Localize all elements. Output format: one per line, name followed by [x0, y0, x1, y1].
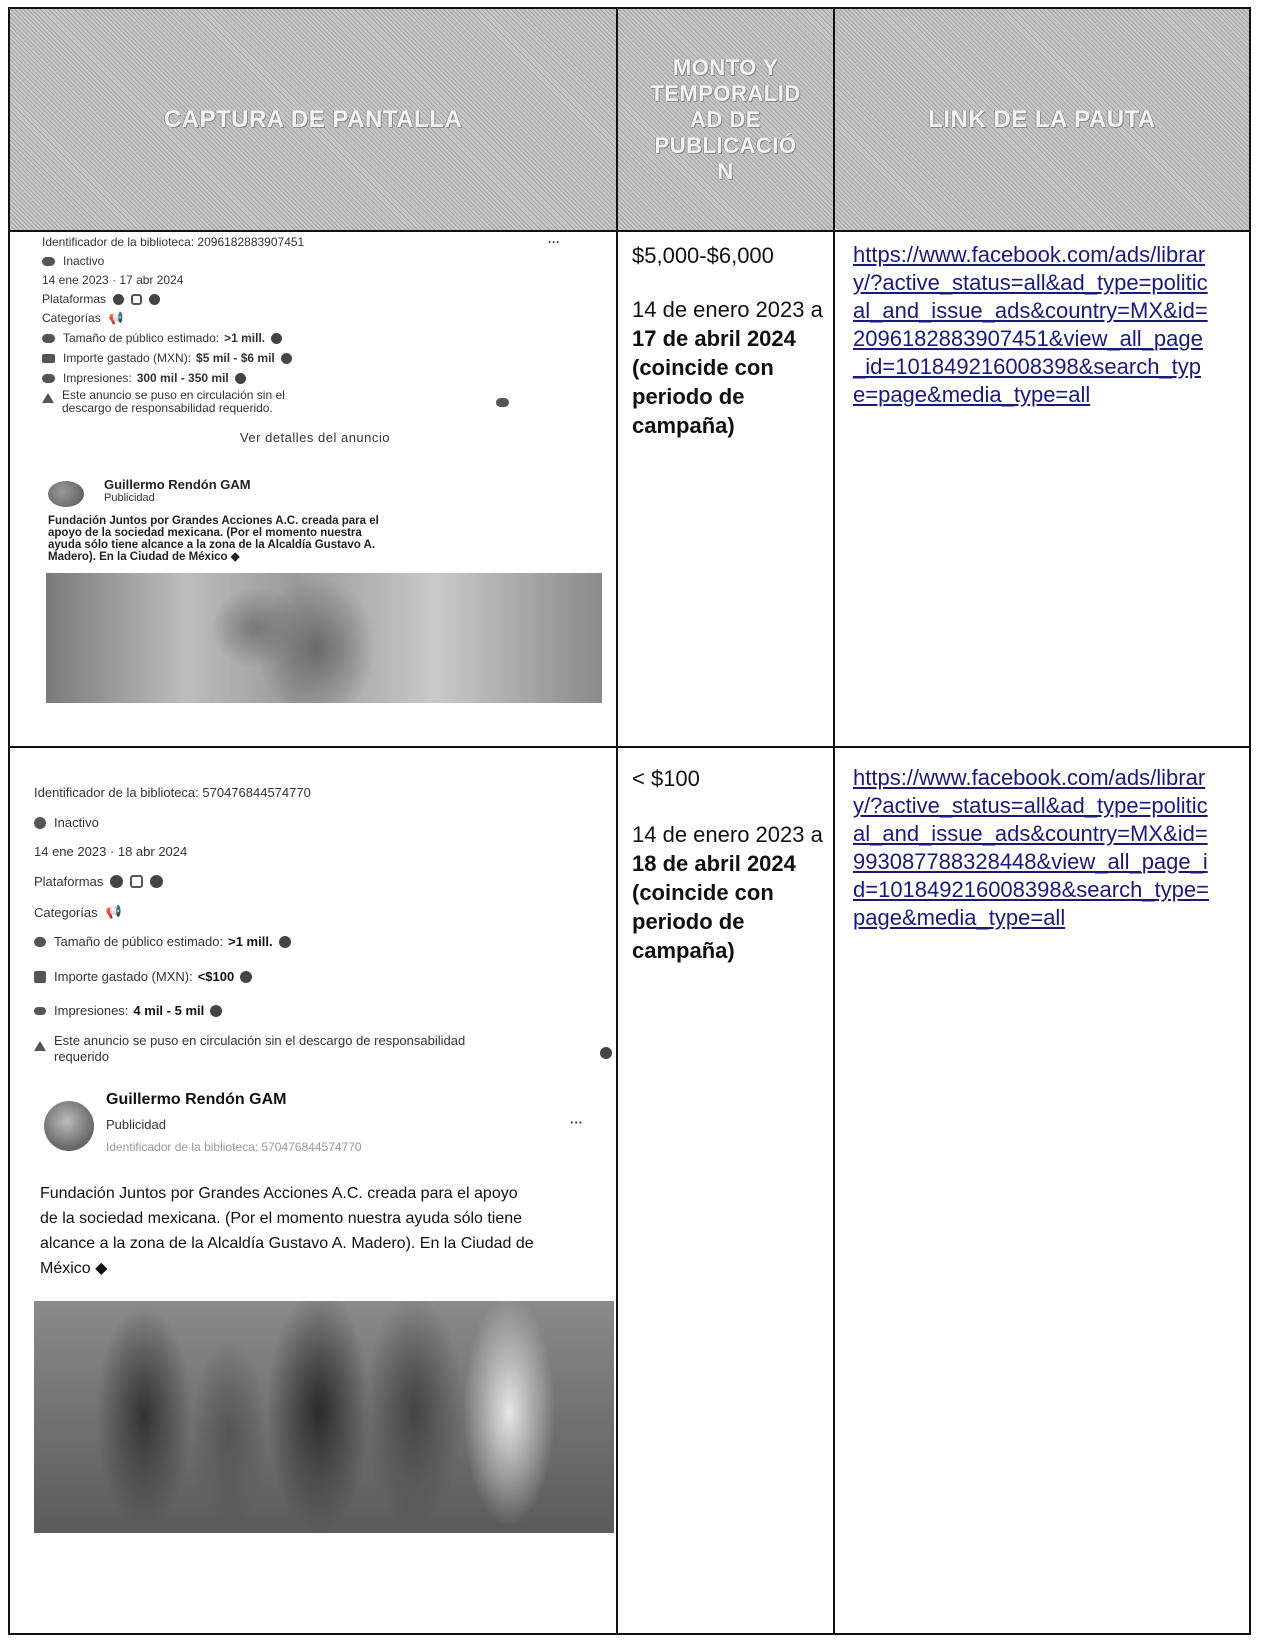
ad-body-line: alcance a la zona de la Alcaldía Gustavo A. Madero). En la Ciudad de: [40, 1235, 534, 1252]
ad-body-line: apoyo de la sociedad mexicana. (Por el momento nuestra: [48, 527, 362, 539]
platforms-label: Plataformas: [42, 292, 107, 306]
sponsored-label: Publicidad: [106, 1117, 166, 1132]
info-icon[interactable]: [281, 353, 292, 364]
status-text: Inactivo: [63, 254, 105, 268]
link-text[interactable]: https://www.facebook.com/ads/library/?active_status=all&ad_type=political_and_issue_ads&country=MX&id=2096182883907451&view_all_page_id=101849216008398&search_type=page&media_type=all: [853, 242, 1208, 407]
ad-body-line: de la sociedad mexicana. (Por el momento nuestra ayuda sólo tiene: [40, 1210, 523, 1227]
ad-body-line: Madero). En la Ciudad de México ◆: [48, 551, 240, 563]
date-range: 14 ene 2023 · 17 abr 2024: [42, 273, 184, 287]
amount-cell-1: [632, 241, 827, 440]
impressions-value: 4 mil - 5 mil: [133, 1003, 205, 1018]
header-link: [835, 9, 1249, 230]
disclaimer-line: Este anuncio se puso en circulación sin el: [62, 388, 285, 402]
inactive-status-icon: [34, 817, 46, 829]
header-amount-line: PUBLICACIÓ: [654, 132, 797, 158]
impressions-value: 300 mil - 350 mil: [136, 371, 229, 385]
library-id: Identificador de la biblioteca: 2096182883907451: [42, 235, 305, 249]
messenger-icon: [150, 875, 163, 888]
messenger-icon: [149, 294, 160, 305]
spent-value: <$100: [197, 969, 235, 984]
spent-value: $5 mil - $6 mil: [196, 351, 275, 365]
amount-value: $5,000-$6,000: [632, 243, 774, 268]
ad-body-line: México ◆: [40, 1260, 108, 1277]
header-capture: [10, 9, 616, 230]
ad-library-link-2[interactable]: [853, 764, 1209, 932]
info-icon[interactable]: [235, 373, 246, 384]
categories-label: Categorías: [42, 311, 101, 325]
audience-value: >1 mill.: [224, 331, 266, 345]
spent-label: Importe gastado (MXN):: [54, 969, 193, 984]
audience-value: >1 mill.: [228, 934, 273, 949]
library-id: Identificador de la biblioteca: 570476844574770: [34, 785, 311, 800]
header-amount: [618, 9, 833, 230]
spent-label: Importe gastado (MXN):: [63, 351, 192, 365]
row-divider: [10, 746, 1249, 748]
facebook-icon: [113, 294, 124, 305]
period-start: 14 de enero 2023 a: [632, 822, 823, 847]
disclaimer-line: Este anuncio se puso en circulación sin el descargo de responsabilidad: [54, 1033, 466, 1048]
page-name[interactable]: Guillermo Rendón GAM: [106, 1091, 287, 1108]
info-icon[interactable]: [210, 1005, 222, 1017]
header-amount-line: MONTO Y: [672, 54, 779, 80]
info-icon[interactable]: [600, 1047, 612, 1059]
facebook-icon: [110, 875, 123, 888]
impressions-label: Impresiones:: [63, 371, 132, 385]
disclaimer-line: descargo de responsabilidad requerido.: [62, 401, 273, 415]
sponsored-label: Publicidad: [104, 492, 155, 504]
audience-icon: [42, 334, 55, 343]
page-name[interactable]: Guillermo Rendón GAM: [104, 477, 251, 492]
period-end: 17 de abril 2024 (coincide con periodo de campaña): [632, 326, 796, 438]
ad-body-line: Fundación Juntos por Grandes Acciones A.C. creada para el apoyo: [40, 1185, 518, 1202]
header-link-label: LINK DE LA PAUTA: [928, 105, 1156, 133]
date-range: 14 ene 2023 · 18 abr 2024: [34, 844, 188, 859]
info-icon[interactable]: [240, 971, 252, 983]
header-amount-line: N: [717, 158, 734, 184]
ad-body-line: Fundación Juntos por Grandes Acciones A.C. creada para el: [48, 515, 379, 527]
warning-icon: [34, 1041, 46, 1051]
disclaimer-line: requerido: [54, 1049, 109, 1064]
avatar: [44, 1101, 94, 1151]
avatar: [48, 481, 84, 507]
categories-label: Categorías: [34, 904, 98, 920]
amount-value: < $100: [632, 766, 700, 791]
inactive-status-icon: [42, 257, 55, 266]
eye-icon: [34, 1007, 46, 1015]
period-text: [632, 820, 827, 965]
more-options-icon[interactable]: ···: [570, 1115, 583, 1130]
warning-icon: [42, 393, 54, 403]
row-divider: [10, 230, 1249, 232]
audience-label: Tamaño de público estimado:: [63, 331, 220, 345]
ad-screenshot-1: [40, 233, 600, 713]
header-amount-line: TEMPORALID: [650, 80, 801, 106]
eye-icon: [42, 374, 55, 383]
money-icon: [34, 971, 46, 983]
link-text[interactable]: https://www.facebook.com/ads/library/?active_status=all&ad_type=political_and_issue_ads&country=MX&id=993087788328448&view_all_page_id=101849216008398&search_type=page&media_type=all: [853, 765, 1209, 930]
page-library-id: Identificador de la biblioteca: 570476844574770: [106, 1140, 362, 1154]
see-ad-details-link[interactable]: Ver detalles del anuncio: [239, 430, 391, 445]
instagram-icon: [131, 294, 142, 305]
header-capture-label: CAPTURA DE PANTALLA: [163, 105, 463, 133]
ad-screenshot-2: [34, 771, 614, 1631]
platforms-label: Plataformas: [34, 874, 104, 889]
ad-table: [8, 7, 1251, 1635]
period-text: [632, 295, 827, 440]
column-divider: [616, 9, 618, 1633]
amount-cell-2: [632, 764, 827, 965]
megaphone-icon: 📢: [108, 311, 124, 325]
period-start: 14 de enero 2023 a: [632, 297, 823, 322]
audience-icon: [34, 937, 46, 947]
ad-image: [46, 573, 602, 703]
column-divider: [833, 9, 835, 1633]
ad-library-link-1[interactable]: [853, 241, 1209, 409]
period-end: 18 de abril 2024 (coincide con periodo de campaña): [632, 851, 796, 963]
info-icon[interactable]: [271, 333, 282, 344]
info-icon[interactable]: [279, 936, 291, 948]
audience-label: Tamaño de público estimado:: [54, 934, 224, 949]
header-amount-line: AD DE: [690, 106, 761, 132]
money-icon: [42, 354, 55, 363]
impressions-label: Impresiones:: [54, 1003, 129, 1018]
ad-image: [34, 1301, 614, 1533]
info-icon[interactable]: [496, 398, 509, 407]
more-options-icon[interactable]: ···: [548, 235, 560, 249]
megaphone-icon: 📢: [105, 904, 122, 919]
ad-body-line: ayuda sólo tiene alcance a la zona de la Alcaldía Gustavo A.: [48, 539, 376, 551]
instagram-icon: [130, 875, 143, 888]
status-text: Inactivo: [54, 815, 99, 830]
